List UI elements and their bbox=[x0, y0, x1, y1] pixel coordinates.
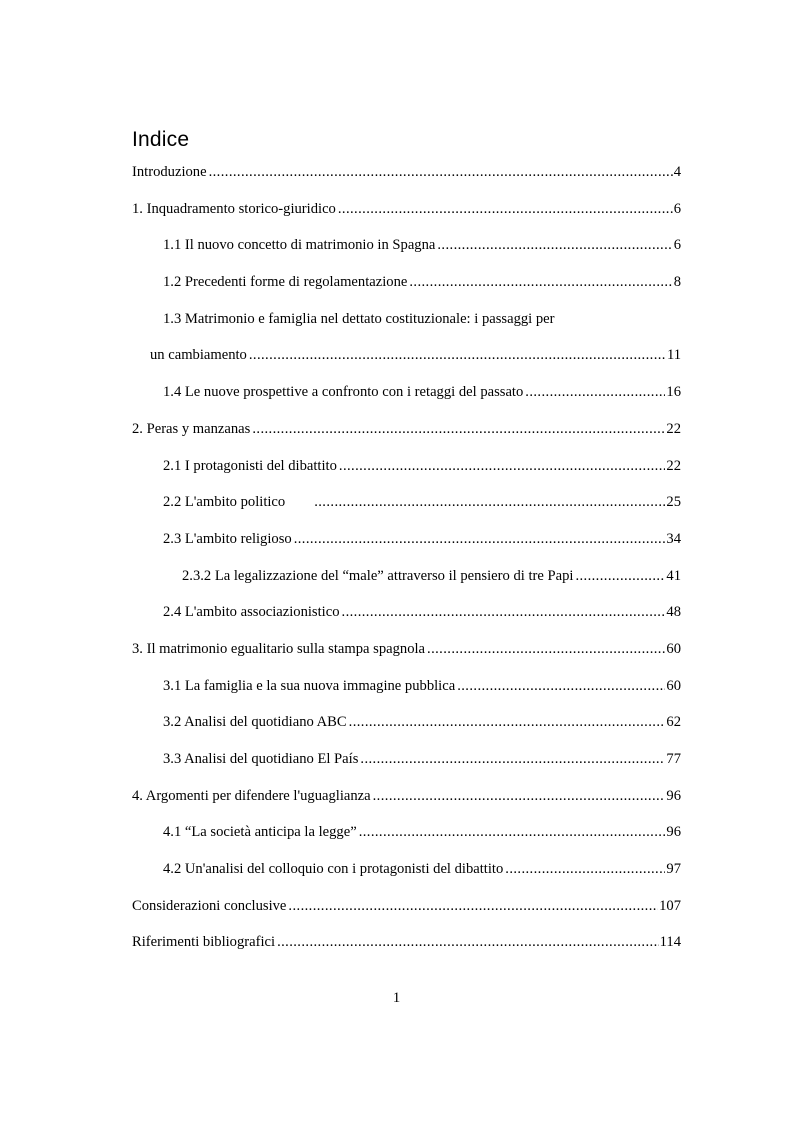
toc-entry-label: 3.1 La famiglia e la sua nuova immagine pubblica bbox=[163, 677, 456, 694]
toc-entry-page: 96 bbox=[666, 787, 681, 804]
toc-entry-label: 1.1 Il nuovo concetto di matrimonio in Spagna bbox=[163, 237, 436, 254]
toc-entry-label: 4.2 Un'analisi del colloquio con i protagonisti del dibattito bbox=[163, 861, 504, 878]
leader-dots bbox=[339, 454, 666, 478]
toc-entry-page: 62 bbox=[666, 714, 681, 731]
toc-entry-label: 2.2 L'ambito politico bbox=[163, 494, 286, 511]
leader-dots bbox=[525, 380, 665, 404]
toc-entry-page: 107 bbox=[659, 897, 681, 914]
toc-entry-page: 60 bbox=[666, 677, 681, 694]
leader-dots bbox=[209, 160, 673, 184]
toc-entry-label: Introduzione bbox=[132, 164, 207, 180]
leader-dots bbox=[505, 857, 665, 881]
toc-entry-page: 114 bbox=[659, 934, 681, 951]
toc-entry-page: 22 bbox=[666, 457, 681, 474]
toc-entry-2-1[interactable] bbox=[132, 454, 681, 491]
leader-dots bbox=[359, 820, 666, 844]
toc-entry-label: 1.3 Matrimonio e famiglia nel dettato costituzionale: i passaggi per bbox=[163, 310, 555, 327]
toc-entry-label: 2.1 I protagonisti del dibattito bbox=[163, 457, 337, 474]
toc-entry-2-3-2[interactable] bbox=[132, 564, 681, 601]
toc-entry-page: 97 bbox=[666, 861, 681, 878]
toc-entry-chapter-1[interactable] bbox=[132, 197, 681, 234]
leader-dots bbox=[314, 490, 665, 514]
toc-entry-bibliography[interactable] bbox=[132, 930, 681, 967]
toc-entry-page: 6 bbox=[673, 237, 681, 254]
toc-entry-label: 2.3 L'ambito religioso bbox=[163, 530, 292, 547]
toc-entry-label: 2.3.2 La legalizzazione del “male” attraverso il pensiero di tre Papi bbox=[182, 567, 574, 584]
leader-dots bbox=[409, 270, 672, 294]
toc-entry-page: 34 bbox=[666, 530, 681, 547]
toc-entry-chapter-2[interactable] bbox=[132, 417, 681, 454]
toc-entry-introduction[interactable] bbox=[132, 160, 681, 197]
leader-dots bbox=[360, 747, 665, 771]
toc-entry-page: 6 bbox=[673, 200, 681, 217]
toc-entry-page: 41 bbox=[666, 567, 681, 584]
leader-dots bbox=[373, 784, 666, 808]
toc-entry-3-1[interactable] bbox=[132, 674, 681, 711]
toc-entry-2-2[interactable] bbox=[132, 490, 681, 527]
toc-entry-label: Riferimenti bibliografici bbox=[132, 934, 276, 951]
toc-entry-conclusions[interactable] bbox=[132, 894, 681, 931]
leader-dots bbox=[457, 674, 665, 698]
toc-entry-label: 1. Inquadramento storico-giuridico bbox=[132, 200, 336, 217]
leader-dots bbox=[437, 233, 672, 257]
toc-entry-3-2[interactable] bbox=[132, 710, 681, 747]
toc-entry-1-3-continued[interactable] bbox=[132, 343, 681, 380]
leader-dots bbox=[252, 417, 665, 441]
toc-entry-4-2[interactable] bbox=[132, 857, 681, 894]
leader-dots bbox=[277, 930, 659, 954]
toc-entry-1-4[interactable] bbox=[132, 380, 681, 417]
toc-entry-page: 48 bbox=[666, 604, 681, 621]
toc-entry-page: 25 bbox=[666, 494, 681, 511]
toc-entry-page: 8 bbox=[673, 274, 681, 291]
leader-dots bbox=[249, 343, 666, 367]
leader-dots bbox=[349, 710, 666, 734]
toc-entry-label: 3. Il matrimonio egualitario sulla stampa spagnola bbox=[132, 640, 426, 657]
toc-entry-label: 1.4 Le nuove prospettive a confronto con i retaggi del passato bbox=[163, 384, 524, 401]
toc-entry-chapter-4[interactable] bbox=[132, 784, 681, 821]
page-number: 1 bbox=[392, 990, 401, 1006]
page-title: Indice bbox=[132, 128, 190, 151]
leader-dots bbox=[575, 564, 665, 588]
toc-entry-3-3[interactable] bbox=[132, 747, 681, 784]
toc-entry-page: 16 bbox=[666, 384, 681, 401]
toc-entry-label: 4. Argomenti per difendere l'uguaglianza bbox=[132, 787, 371, 804]
toc-entry-page: 77 bbox=[666, 751, 681, 767]
leader-dots bbox=[288, 894, 658, 918]
toc-entry-page: 96 bbox=[666, 824, 681, 841]
toc-entry-chapter-3[interactable] bbox=[132, 637, 681, 674]
leader-dots bbox=[342, 600, 666, 624]
leader-dots bbox=[427, 637, 665, 661]
leader-dots bbox=[294, 527, 666, 551]
toc-entry-label: Considerazioni conclusive bbox=[132, 897, 287, 914]
toc-entry-1-1[interactable] bbox=[132, 233, 681, 270]
toc-entry-4-1[interactable] bbox=[132, 820, 681, 857]
toc-entry-page: 22 bbox=[666, 420, 681, 437]
toc-entry-label: 2.4 L'ambito associazionistico bbox=[163, 604, 340, 621]
toc-entry-page: 60 bbox=[666, 640, 681, 657]
toc-entry-label: 3.3 Analisi del quotidiano El País bbox=[163, 751, 359, 767]
toc-entry-1-3[interactable] bbox=[132, 307, 681, 344]
toc-entry-label: 3.2 Analisi del quotidiano ABC bbox=[163, 714, 347, 731]
toc-entry-2-3[interactable] bbox=[132, 527, 681, 564]
toc-entry-1-2[interactable] bbox=[132, 270, 681, 307]
toc-entry-page: 11 bbox=[666, 347, 681, 364]
leader-dots bbox=[338, 197, 673, 221]
toc-entry-label: 2. Peras y manzanas bbox=[132, 420, 251, 437]
toc-entry-label: 1.2 Precedenti forme di regolamentazione bbox=[163, 274, 408, 291]
toc-entry-2-4[interactable] bbox=[132, 600, 681, 637]
table-of-contents bbox=[132, 160, 681, 967]
toc-entry-page: 4 bbox=[673, 164, 681, 180]
toc-entry-label: un cambiamento bbox=[150, 347, 247, 364]
toc-entry-label: 4.1 “La società anticipa la legge” bbox=[163, 824, 357, 841]
